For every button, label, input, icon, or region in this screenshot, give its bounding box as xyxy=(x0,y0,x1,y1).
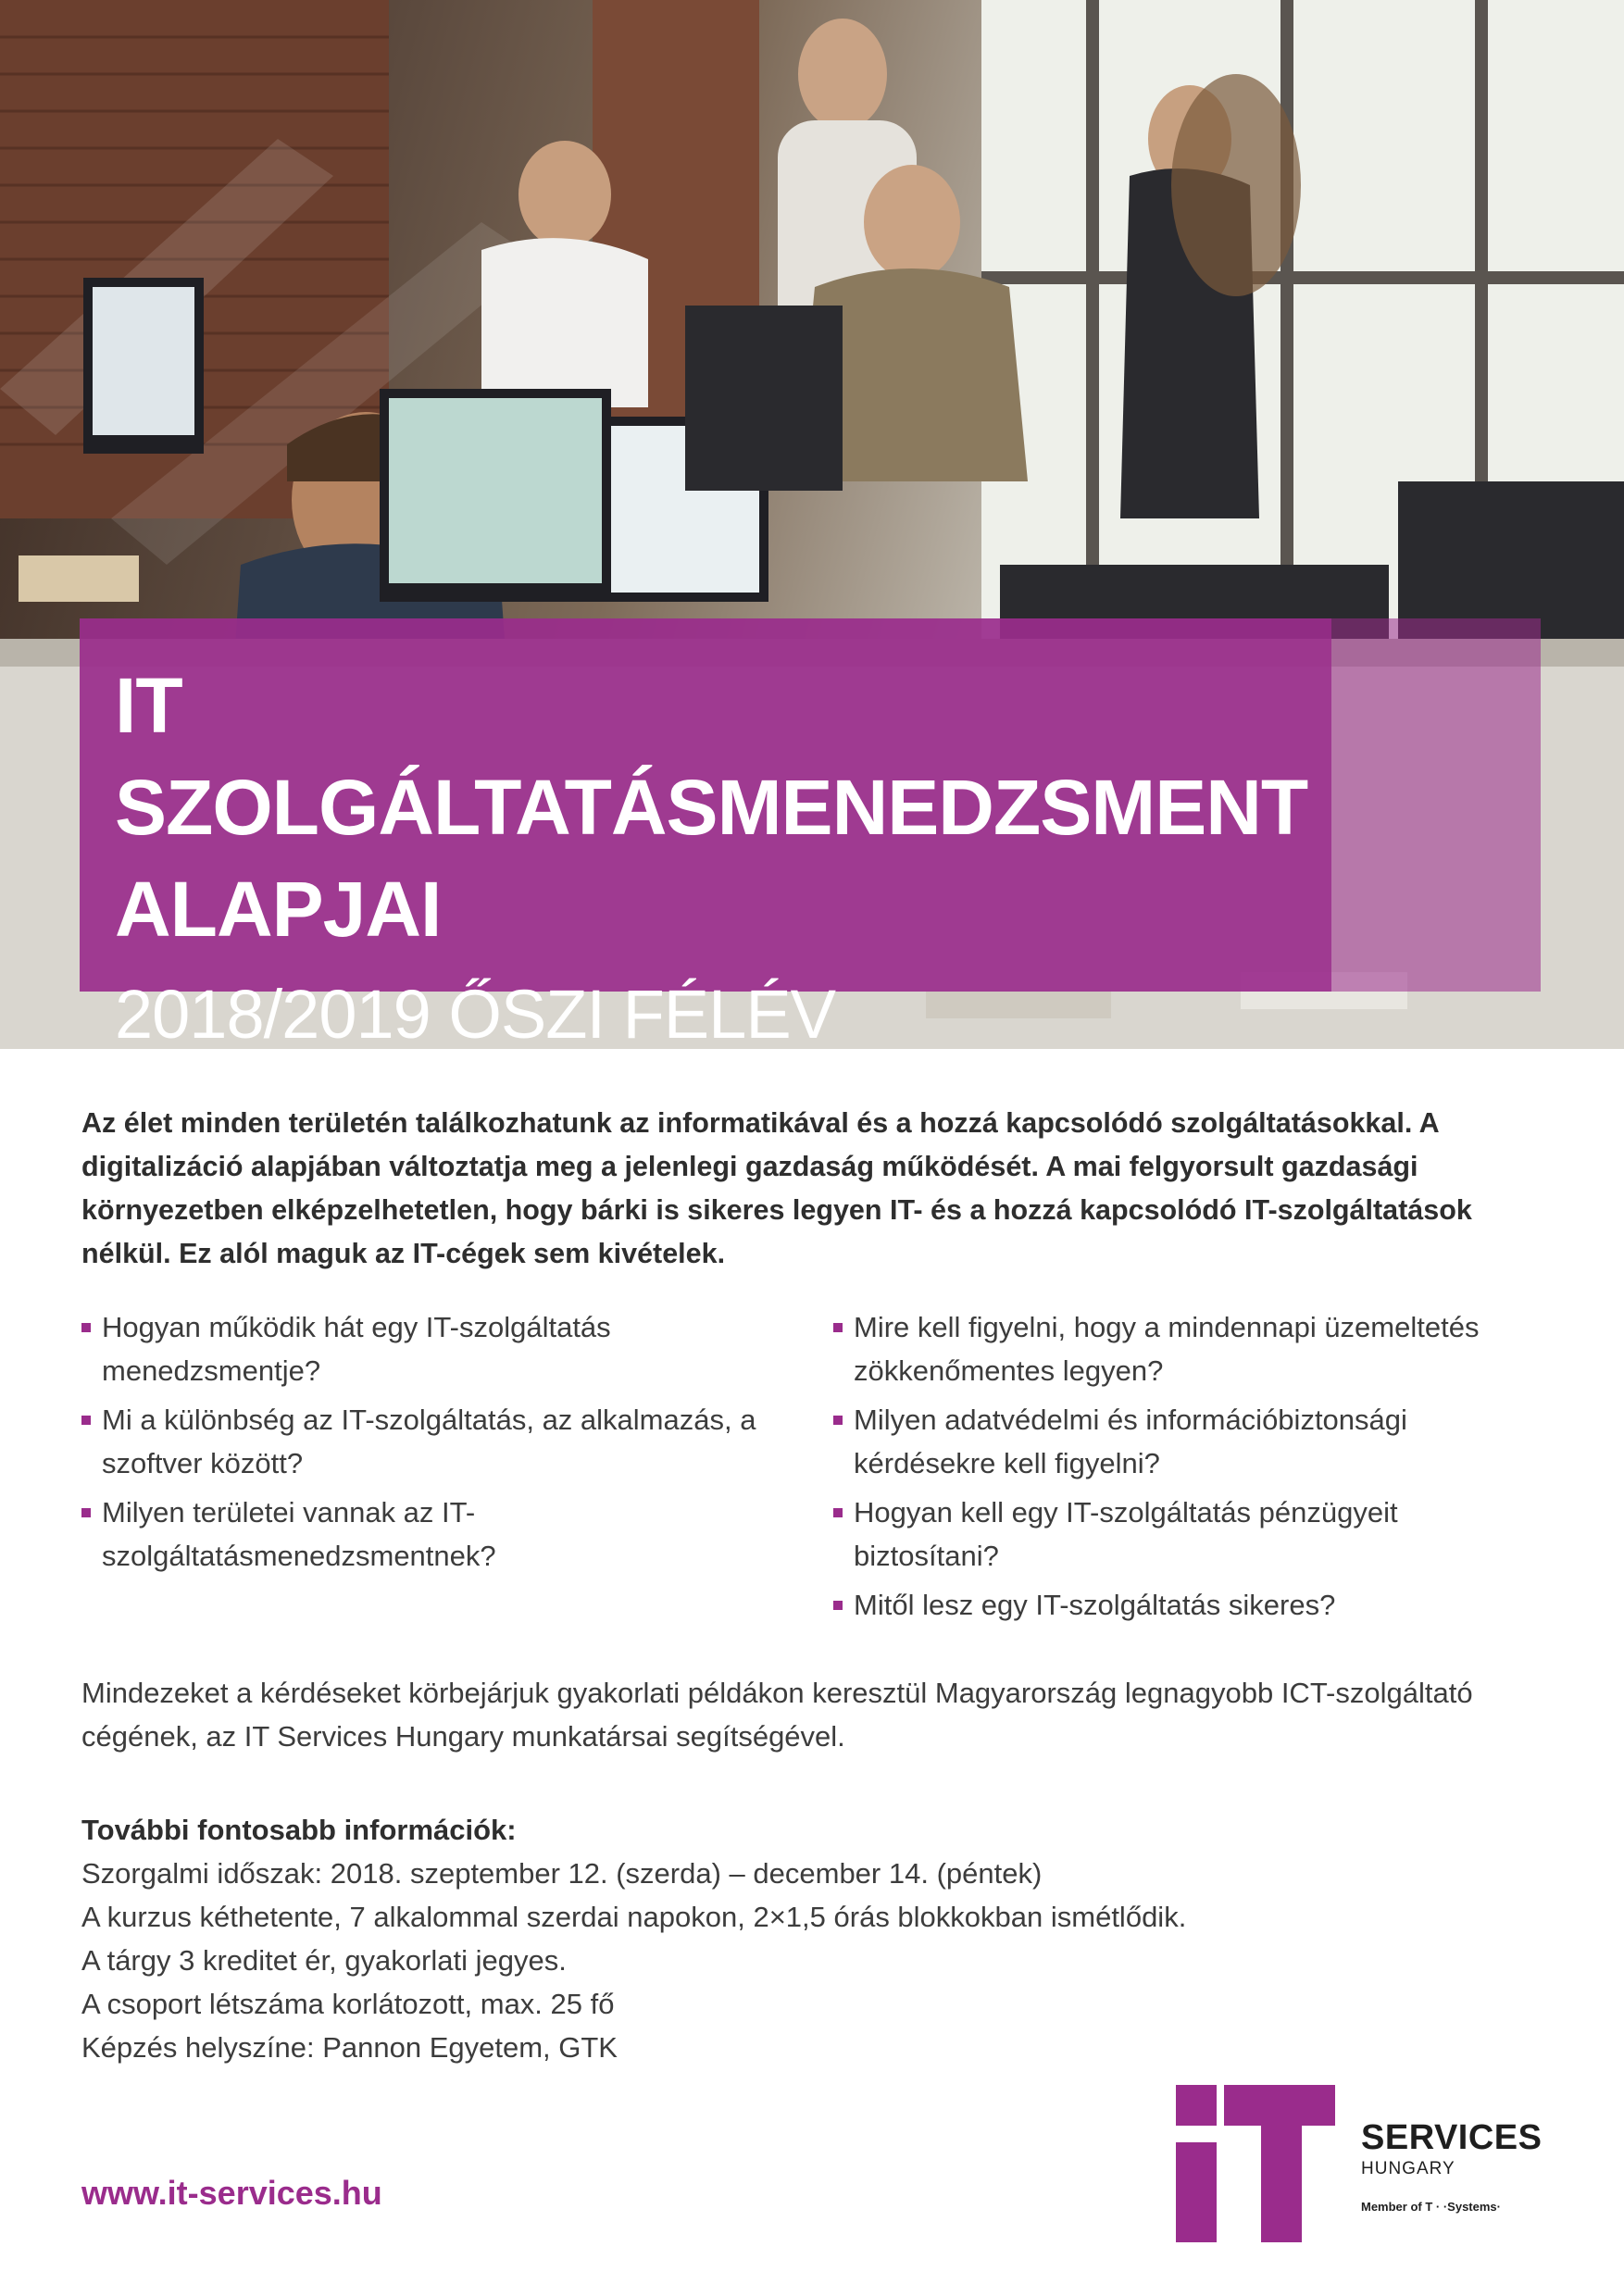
square-bullet-icon xyxy=(833,1508,843,1517)
question-item: Milyen adatvédelmi és információbiztonsági kérdésekre kell figyelni? xyxy=(833,1398,1537,1485)
question-item: Mitől lesz egy IT-szolgáltatás sikeres? xyxy=(833,1583,1537,1627)
page-title-line1: IT SZOLGÁLTATÁSMENEDZSMENT xyxy=(115,662,1308,851)
square-bullet-icon xyxy=(833,1323,843,1332)
title-band-overlay xyxy=(1331,618,1541,992)
question-item: Milyen területei vannak az IT- szolgáltatásmenedzsmentnek? xyxy=(81,1491,785,1578)
question-column-left xyxy=(81,1305,785,1583)
intro-line: környezetben elképzelhetetlen, hogy bárki is sikeres legyen IT- és a hozzá kapcsolódó IT-szolgáltatások xyxy=(81,1194,1472,1226)
summary-line: cégének, az IT Services Hungary munkatársai segítségével. xyxy=(81,1720,845,1753)
square-bullet-icon xyxy=(81,1416,91,1425)
page-subtitle: 2018/2019 ŐSZI FÉLÉV xyxy=(115,976,836,1049)
logo-member-text: Member of T · ·Systems· xyxy=(1361,2200,1501,2214)
summary-line: Mindezeket a kérdéseket körbejárjuk gyakorlati példákon keresztül Magyarország legnagyobb ICT-szolgáltató xyxy=(81,1677,1473,1709)
logo-hungary-text: HUNGARY xyxy=(1361,2159,1455,2178)
info-line: A tárgy 3 kreditet ér, gyakorlati jegyes. xyxy=(81,1944,567,1977)
website-link[interactable]: www.it-services.hu xyxy=(81,2174,382,2212)
question-column-right xyxy=(833,1305,1537,1632)
square-bullet-icon xyxy=(81,1508,91,1517)
hero-photo xyxy=(0,0,1624,1049)
info-line: Szorgalmi időszak: 2018. szeptember 12. (szerda) – december 14. (péntek) xyxy=(81,1857,1043,1890)
page-title-line2: ALAPJAI xyxy=(115,866,442,953)
question-item: Hogyan működik hát egy IT-szolgáltatás menedzsmentje? xyxy=(81,1305,785,1392)
square-bullet-icon xyxy=(833,1601,843,1610)
intro-line: Az élet minden területén találkozhatunk az informatikával és a hozzá kapcsolódó szolgáltatásokkal. A xyxy=(81,1107,1440,1139)
square-bullet-icon xyxy=(81,1323,91,1332)
logo-services-text: SERVICES xyxy=(1361,2118,1543,2157)
info-line: A csoport létszáma korlátozott, max. 25 fő xyxy=(81,1988,615,2020)
company-logo xyxy=(1176,2085,1565,2242)
intro-line: nélkül. Ez alól maguk az IT-cégek sem kivételek. xyxy=(81,1238,726,1269)
title-block xyxy=(115,655,1346,1049)
question-item: Mi a különbség az IT-szolgáltatás, az alkalmazás, a szoftver között? xyxy=(81,1398,785,1485)
question-item: Hogyan kell egy IT-szolgáltatás pénzügyeit biztosítani? xyxy=(833,1491,1537,1578)
info-line: A kurzus kéthetente, 7 alkalommal szerdai napokon, 2×1,5 órás blokkokban ismétlődik. xyxy=(81,1901,1187,1933)
it-logo-mark xyxy=(1176,2085,1352,2242)
info-section xyxy=(81,1808,1544,2069)
summary-paragraph xyxy=(81,1671,1563,1758)
intro-line: digitalizáció alapjában változtatja meg a jelenlegi gazdaság működését. A mai felgyorsult gazdasági xyxy=(81,1151,1418,1182)
info-line: Képzés helyszíne: Pannon Egyetem, GTK xyxy=(81,2031,618,2064)
intro-paragraph xyxy=(81,1102,1544,1276)
question-item: Mire kell figyelni, hogy a mindennapi üzemeltetés zökkenőmentes legyen? xyxy=(833,1305,1537,1392)
info-heading: További fontosabb információk: xyxy=(81,1814,517,1846)
square-bullet-icon xyxy=(833,1416,843,1425)
